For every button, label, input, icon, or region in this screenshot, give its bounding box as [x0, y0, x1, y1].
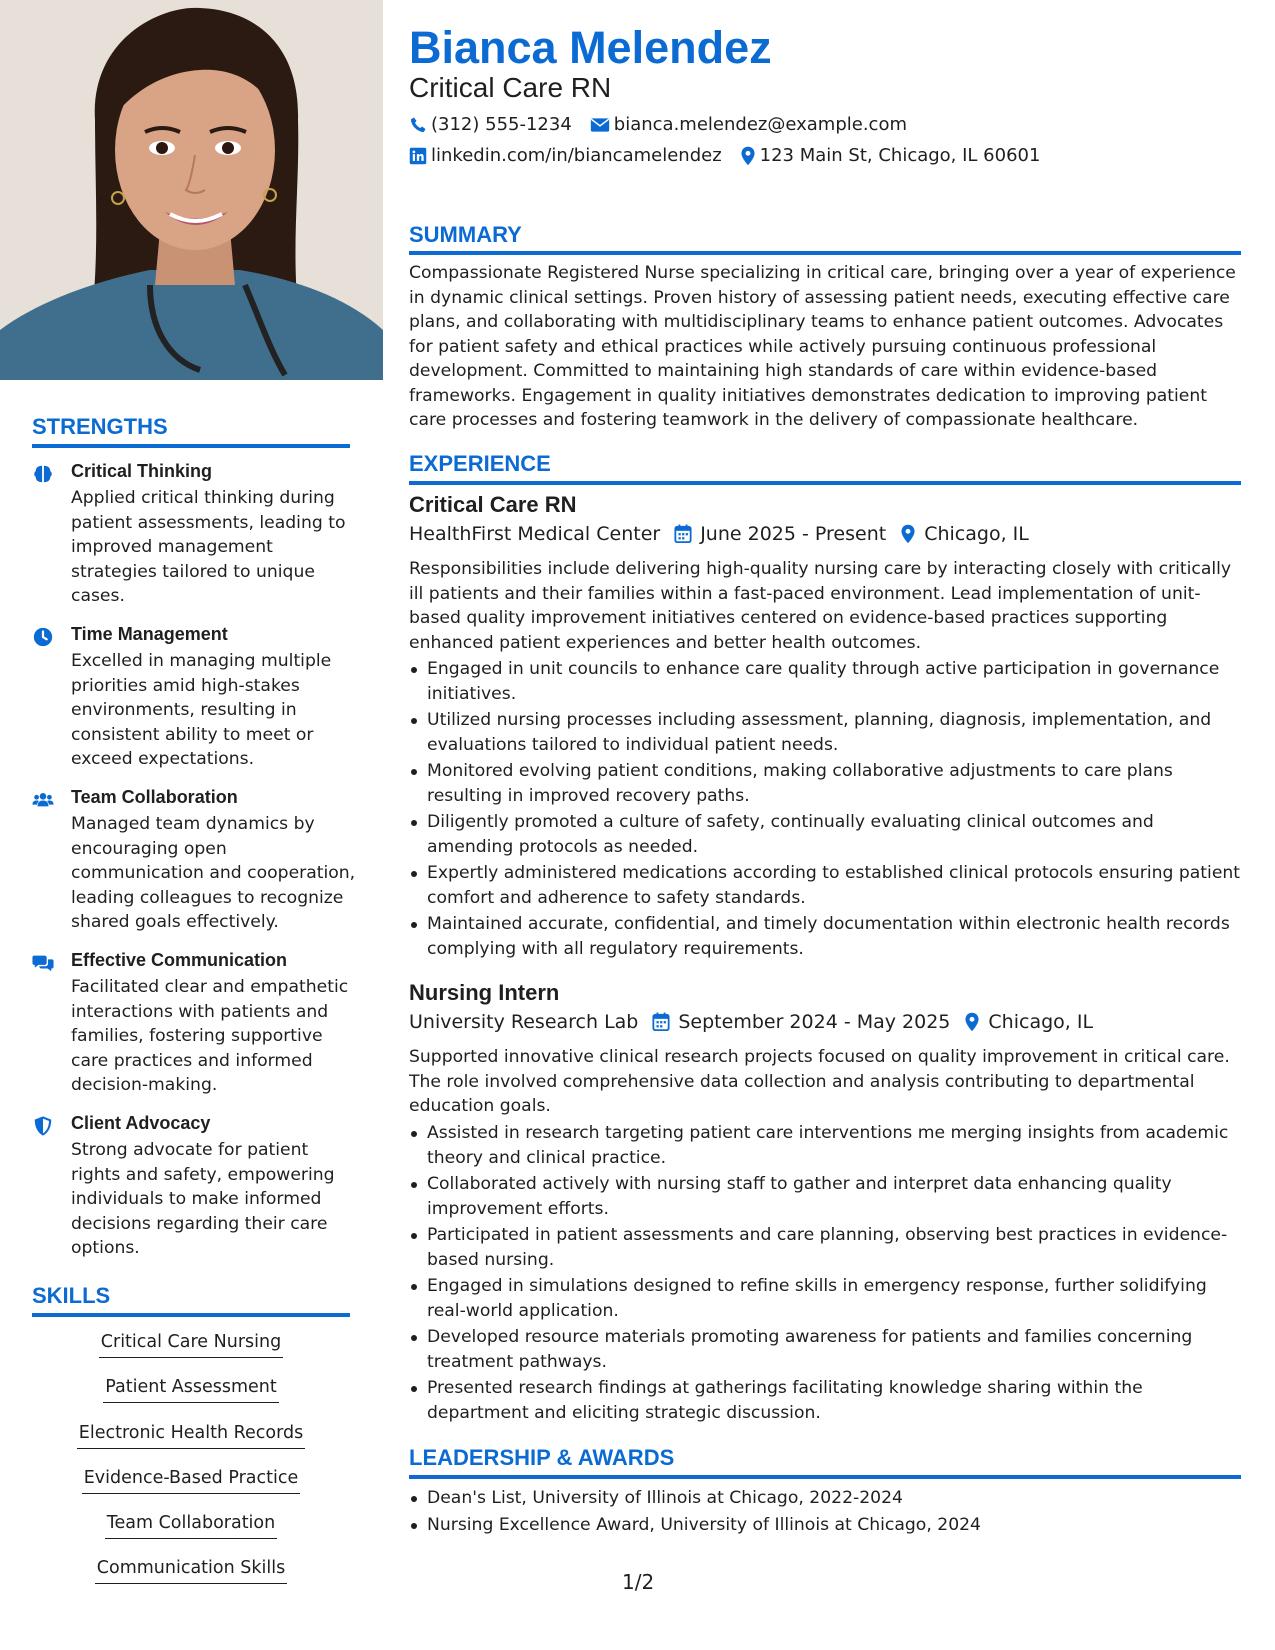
candidate-name: Bianca Melendez [409, 22, 772, 73]
award-item: Nursing Excellence Award, University of Illinois at Chicago, 2024 [409, 1513, 1241, 1538]
awards-title: LEADERSHIP & AWARDS [409, 1445, 675, 1470]
date-range: June 2025 - Present [700, 523, 887, 545]
contact-row-2 [409, 145, 1058, 166]
award-item: Dean's List, University of Illinois at Chicago, 2022-2024 [409, 1486, 1241, 1511]
job-location [964, 1011, 1093, 1033]
job-dates [674, 523, 886, 545]
linkedin-icon [409, 147, 427, 165]
strengths-title: STRENGTHS [32, 414, 168, 439]
skill-label: Evidence-Based Practice [82, 1468, 301, 1494]
location-text: Chicago, IL [924, 523, 1029, 545]
email-contact[interactable] [590, 114, 907, 135]
strength-title: Critical Thinking [71, 461, 213, 481]
envelope-icon [590, 117, 610, 133]
address-contact [740, 145, 1041, 166]
strength-description: Facilitated clear and empathetic interactions with patients and families, fostering supportive care practices and informed decision-making. [71, 977, 349, 1095]
awards-list [409, 1486, 1241, 1539]
job-bullet: Utilized nursing processes including assessment, planning, diagnosis, implementation, and evaluations tailored to individual patient needs. [409, 708, 1241, 757]
strength-description: Applied critical thinking during patient assessments, leading to improved management strategies tailored to unique cases. [71, 488, 346, 606]
candidate-role: Critical Care RN [409, 72, 612, 103]
shield-icon [32, 1115, 54, 1137]
skill-item [32, 1377, 350, 1403]
job-bullet: Participated in patient assessments and care planning, observing best practices in evidence-based nursing. [409, 1223, 1241, 1272]
skill-item [32, 1558, 350, 1584]
job-bullet: Collaborated actively with nursing staff to gather and interpret data enhancing quality improvement efforts. [409, 1172, 1241, 1221]
linkedin-contact[interactable] [409, 145, 722, 166]
job-description: Supported innovative clinical research projects focused on quality improvement in critical care. The role involved comprehensive data collection and analysis contributing to departmental education goals. [409, 1047, 1230, 1116]
strengths-rule [32, 444, 350, 448]
job-meta [409, 523, 1043, 545]
strength-description: Managed team dynamics by encouraging open communication and cooperation, leading colleagues to recognize shared goals effectively. [71, 814, 356, 932]
contact-row-1 [409, 114, 925, 135]
job-title: Nursing Intern [409, 980, 560, 1005]
job-bullet: Expertly administered medications according to established clinical protocols ensuring patient comfort and adherence to safety standards. [409, 861, 1241, 910]
job-title: Critical Care RN [409, 492, 577, 517]
map-pin-icon [740, 146, 756, 166]
experience-rule [409, 481, 1241, 485]
job-description: Responsibilities include delivering high-quality nursing care by interacting closely with critically ill patients and their families within a fast-paced environment. Lead implementation of unit-based quality improvement initiatives centered on evidence-based practices supporting enhanced patient experiences and better health outcomes. [409, 559, 1232, 653]
skill-item [32, 1468, 350, 1494]
awards-rule [409, 1475, 1241, 1479]
page-number: 1/2 [622, 1570, 655, 1594]
brain-icon [32, 463, 54, 485]
experience-title: EXPERIENCE [409, 451, 551, 476]
job-company [409, 523, 660, 545]
company-name: HealthFirst Medical Center [409, 523, 661, 545]
skills-rule [32, 1313, 350, 1317]
skill-item [32, 1332, 350, 1358]
strength-description: Strong advocate for patient rights and safety, empowering individuals to make informed decisions regarding their care options. [71, 1140, 335, 1258]
phone-icon [409, 116, 427, 134]
job-bullet: Monitored evolving patient conditions, making collaborative adjustments to care plans resulting in improved recovery paths. [409, 759, 1241, 808]
job-bullet: Assisted in research targeting patient care interventions me merging insights from academic theory and clinical practice. [409, 1121, 1241, 1170]
strength-title: Time Management [71, 624, 228, 644]
portrait-illustration [0, 0, 383, 380]
linkedin-text: linkedin.com/in/biancamelendez [431, 145, 722, 166]
job-bullets [409, 1121, 1241, 1427]
summary-rule [409, 251, 1241, 255]
job-bullet: Engaged in simulations designed to refine skills in emergency response, further solidifying real-world application. [409, 1274, 1241, 1323]
skill-item [32, 1423, 350, 1449]
map-pin-icon [900, 524, 916, 544]
clock-icon [32, 626, 54, 648]
users-icon [32, 789, 54, 811]
date-range: September 2024 - May 2025 [678, 1011, 951, 1033]
comments-icon [32, 952, 54, 974]
job-bullet: Engaged in unit councils to enhance care quality through active participation in governance initiatives. [409, 657, 1241, 706]
company-name: University Research Lab [409, 1011, 639, 1033]
profile-photo [0, 0, 383, 380]
job-company [409, 1011, 638, 1033]
job-meta [409, 1011, 1107, 1033]
skill-label: Electronic Health Records [77, 1423, 305, 1449]
skill-label: Team Collaboration [105, 1513, 277, 1539]
location-text: Chicago, IL [988, 1011, 1094, 1033]
job-bullet: Developed resource materials promoting awareness for patients and families concerning treatment pathways. [409, 1325, 1241, 1374]
skill-item [32, 1513, 350, 1539]
job-location [900, 523, 1029, 545]
skills-title: SKILLS [32, 1283, 111, 1308]
left-column [0, 0, 383, 1650]
strength-title: Team Collaboration [71, 787, 238, 807]
skill-label: Critical Care Nursing [99, 1332, 283, 1358]
phone-contact[interactable] [409, 114, 572, 135]
strength-description: Excelled in managing multiple priorities amid high-stakes environments, resulting in consistent ability to meet or exceed expectations. [71, 651, 332, 769]
address-text: 123 Main St, Chicago, IL 60601 [759, 145, 1041, 166]
map-pin-icon [964, 1012, 980, 1032]
skill-label: Patient Assessment [103, 1377, 278, 1403]
summary-text: Compassionate Registered Nurse specializing in critical care, bringing over a year of experience in dynamic clinical settings. Proven history of assessing patient needs, executing effective care plans, and collaborating with multidisciplinary teams to enhance patient outcomes. Advocates for patient safety and ethical practices while actively pursuing continuous professional development. Committed to maintaining high standards of care within evidence-based frameworks. Engagement in quality initiatives demonstrates dedication to improving patient care processes and fostering teamwork in the delivery of compassionate healthcare. [409, 263, 1236, 430]
job-bullet: Maintained accurate, confidential, and timely documentation within electronic health records complying with all regulatory requirements. [409, 912, 1241, 961]
skill-label: Communication Skills [95, 1558, 287, 1584]
job-bullet: Diligently promoted a culture of safety, continually evaluating clinical outcomes and amending protocols as needed. [409, 810, 1241, 859]
calendar-icon [674, 524, 692, 544]
job-bullet: Presented research findings at gatherings facilitating knowledge sharing within the department and eliciting strategic discussion. [409, 1376, 1241, 1425]
email-text: bianca.melendez@example.com [613, 114, 907, 135]
job-dates [652, 1011, 950, 1033]
strength-title: Effective Communication [71, 950, 288, 970]
strength-title: Client Advocacy [71, 1113, 211, 1133]
job-bullets [409, 657, 1241, 963]
summary-title: SUMMARY [409, 222, 522, 247]
calendar-icon [652, 1012, 670, 1032]
phone-text: (312) 555-1234 [431, 114, 572, 135]
